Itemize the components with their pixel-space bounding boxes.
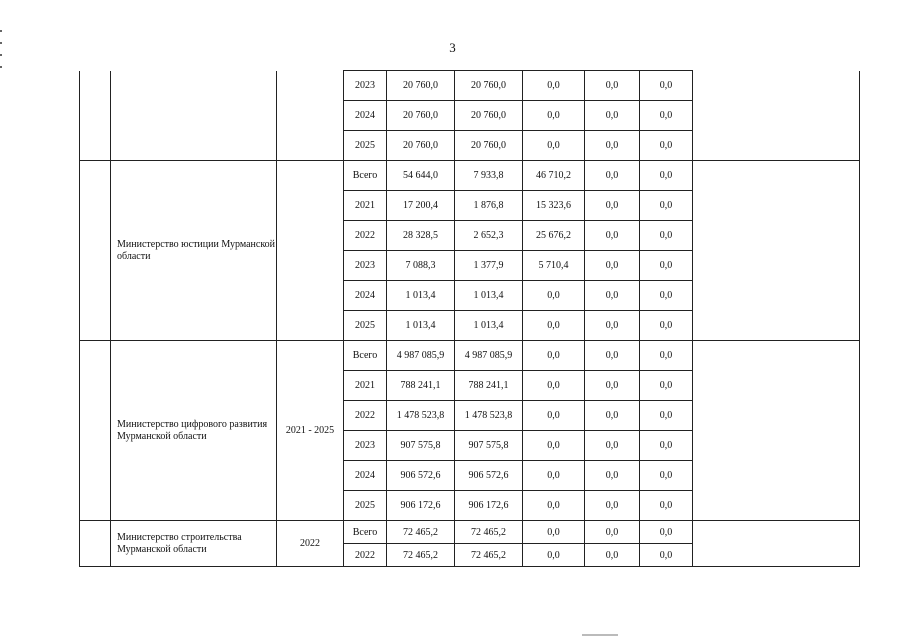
amount-cell-c3: 0,0: [585, 281, 640, 311]
year-cell: 2025: [344, 311, 387, 341]
row-number-cell: [80, 161, 111, 341]
year-cell: 2021: [344, 371, 387, 401]
year-cell: 2025: [344, 131, 387, 161]
executor-name-cell: [111, 71, 277, 161]
executor-name-cell: Министерство строительства Мурманской области: [111, 521, 277, 567]
amount-cell-total: 72 465,2: [387, 521, 455, 544]
amount-cell-c3: 0,0: [585, 341, 640, 371]
amount-cell-c2: 0,0: [523, 71, 585, 101]
budget-table-container: [79, 70, 859, 567]
scan-edge-marks: [0, 30, 3, 90]
year-cell: 2024: [344, 281, 387, 311]
amount-cell-total: 1 013,4: [387, 281, 455, 311]
notes-cell: [693, 341, 860, 521]
amount-cell-c2: 0,0: [523, 461, 585, 491]
amount-cell-total: 20 760,0: [387, 131, 455, 161]
amount-cell-c2: 0,0: [523, 101, 585, 131]
amount-cell-c3: 0,0: [585, 544, 640, 567]
table-body: [80, 71, 860, 567]
amount-cell-c3: 0,0: [585, 491, 640, 521]
amount-cell-c2: 46 710,2: [523, 161, 585, 191]
amount-cell-c2: 0,0: [523, 401, 585, 431]
amount-cell-c1: 7 933,8: [455, 161, 523, 191]
amount-cell-c1: 2 652,3: [455, 221, 523, 251]
amount-cell-c1: 72 465,2: [455, 544, 523, 567]
amount-cell-total: 906 572,6: [387, 461, 455, 491]
amount-cell-c4: 0,0: [640, 401, 693, 431]
amount-cell-c3: 0,0: [585, 311, 640, 341]
amount-cell-c1: 20 760,0: [455, 131, 523, 161]
amount-cell-total: 1 478 523,8: [387, 401, 455, 431]
amount-cell-c1: 788 241,1: [455, 371, 523, 401]
amount-cell-c4: 0,0: [640, 281, 693, 311]
amount-cell-c4: 0,0: [640, 341, 693, 371]
amount-cell-c3: 0,0: [585, 191, 640, 221]
year-cell: 2022: [344, 401, 387, 431]
amount-cell-c1: 1 013,4: [455, 281, 523, 311]
amount-cell-c3: 0,0: [585, 461, 640, 491]
amount-cell-c4: 0,0: [640, 101, 693, 131]
amount-cell-total: 17 200,4: [387, 191, 455, 221]
notes-cell: [693, 71, 860, 161]
notes-cell: [693, 161, 860, 341]
executor-name-cell: Министерство цифрового развития Мурманской области: [111, 341, 277, 521]
amount-cell-c2: 15 323,6: [523, 191, 585, 221]
amount-cell-c4: 0,0: [640, 131, 693, 161]
amount-cell-c1: 906 572,6: [455, 461, 523, 491]
amount-cell-c4: 0,0: [640, 544, 693, 567]
amount-cell-c1: 72 465,2: [455, 521, 523, 544]
table-row: [80, 161, 860, 191]
scan-smudge: [582, 634, 618, 636]
amount-cell-total: 72 465,2: [387, 544, 455, 567]
amount-cell-c3: 0,0: [585, 221, 640, 251]
row-number-cell: [80, 521, 111, 567]
amount-cell-c4: 0,0: [640, 491, 693, 521]
notes-cell: [693, 521, 860, 567]
amount-cell-c1: 20 760,0: [455, 71, 523, 101]
amount-cell-c3: 0,0: [585, 71, 640, 101]
amount-cell-c2: 0,0: [523, 371, 585, 401]
table-row: [80, 521, 860, 544]
amount-cell-c1: 1 876,8: [455, 191, 523, 221]
year-cell: Всего: [344, 521, 387, 544]
period-cell: 2022: [277, 521, 344, 567]
amount-cell-total: 7 088,3: [387, 251, 455, 281]
year-cell: 2023: [344, 251, 387, 281]
amount-cell-total: 788 241,1: [387, 371, 455, 401]
period-cell: [277, 161, 344, 341]
amount-cell-total: 907 575,8: [387, 431, 455, 461]
year-cell: 2024: [344, 461, 387, 491]
table-row: [80, 341, 860, 371]
amount-cell-c1: 907 575,8: [455, 431, 523, 461]
amount-cell-c4: 0,0: [640, 431, 693, 461]
amount-cell-c3: 0,0: [585, 161, 640, 191]
amount-cell-c4: 0,0: [640, 371, 693, 401]
year-cell: 2023: [344, 71, 387, 101]
amount-cell-c2: 0,0: [523, 131, 585, 161]
amount-cell-c3: 0,0: [585, 431, 640, 461]
year-cell: 2022: [344, 221, 387, 251]
amount-cell-c2: 5 710,4: [523, 251, 585, 281]
amount-cell-c4: 0,0: [640, 461, 693, 491]
amount-cell-c4: 0,0: [640, 251, 693, 281]
amount-cell-total: 906 172,6: [387, 491, 455, 521]
amount-cell-c3: 0,0: [585, 131, 640, 161]
row-number-cell: [80, 71, 111, 161]
amount-cell-c1: 1 377,9: [455, 251, 523, 281]
period-cell: 2021 - 2025: [277, 341, 344, 521]
year-cell: 2022: [344, 544, 387, 567]
table-row: [80, 71, 860, 101]
year-cell: Всего: [344, 341, 387, 371]
year-cell: 2023: [344, 431, 387, 461]
amount-cell-c1: 906 172,6: [455, 491, 523, 521]
amount-cell-c3: 0,0: [585, 401, 640, 431]
period-cell: [277, 71, 344, 161]
amount-cell-c2: 25 676,2: [523, 221, 585, 251]
amount-cell-c2: 0,0: [523, 311, 585, 341]
amount-cell-c1: 1 478 523,8: [455, 401, 523, 431]
year-cell: 2021: [344, 191, 387, 221]
amount-cell-total: 54 644,0: [387, 161, 455, 191]
amount-cell-c3: 0,0: [585, 521, 640, 544]
amount-cell-c3: 0,0: [585, 101, 640, 131]
amount-cell-c4: 0,0: [640, 191, 693, 221]
row-number-cell: [80, 341, 111, 521]
amount-cell-c4: 0,0: [640, 221, 693, 251]
year-cell: Всего: [344, 161, 387, 191]
amount-cell-c2: 0,0: [523, 431, 585, 461]
year-cell: 2024: [344, 101, 387, 131]
budget-table: [79, 70, 860, 567]
amount-cell-c1: 1 013,4: [455, 311, 523, 341]
amount-cell-c2: 0,0: [523, 544, 585, 567]
amount-cell-c3: 0,0: [585, 371, 640, 401]
executor-name-cell: Министерство юстиции Мурманской области: [111, 161, 277, 341]
amount-cell-total: 1 013,4: [387, 311, 455, 341]
amount-cell-c1: 4 987 085,9: [455, 341, 523, 371]
amount-cell-c4: 0,0: [640, 521, 693, 544]
amount-cell-c4: 0,0: [640, 161, 693, 191]
amount-cell-c2: 0,0: [523, 281, 585, 311]
amount-cell-total: 28 328,5: [387, 221, 455, 251]
amount-cell-c4: 0,0: [640, 71, 693, 101]
amount-cell-total: 4 987 085,9: [387, 341, 455, 371]
amount-cell-c3: 0,0: [585, 251, 640, 281]
page-number: 3: [449, 40, 456, 55]
amount-cell-total: 20 760,0: [387, 71, 455, 101]
amount-cell-c1: 20 760,0: [455, 101, 523, 131]
amount-cell-c2: 0,0: [523, 521, 585, 544]
year-cell: 2025: [344, 491, 387, 521]
amount-cell-c2: 0,0: [523, 491, 585, 521]
amount-cell-c2: 0,0: [523, 341, 585, 371]
amount-cell-c4: 0,0: [640, 311, 693, 341]
amount-cell-total: 20 760,0: [387, 101, 455, 131]
